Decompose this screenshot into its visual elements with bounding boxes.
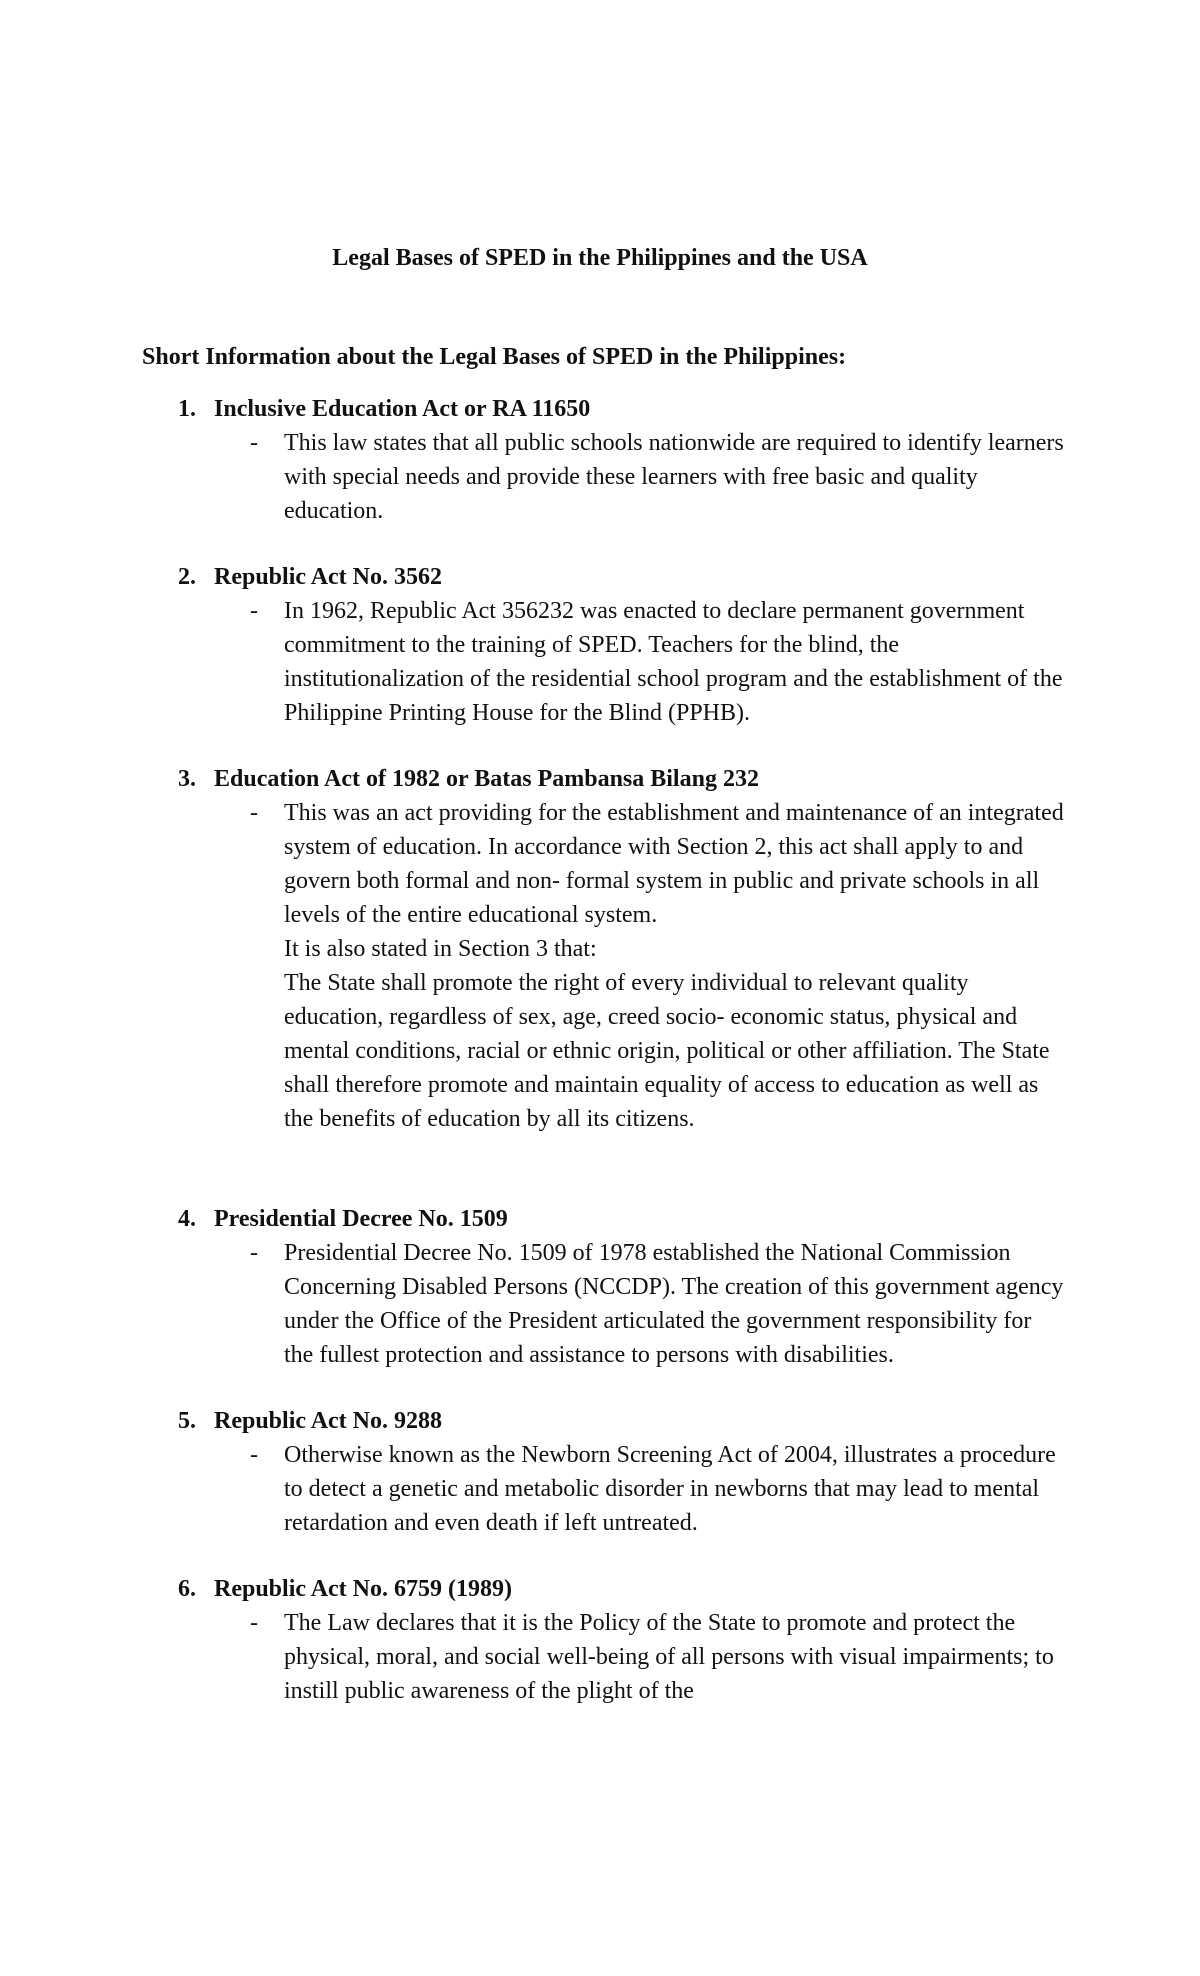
item-number: 1.: [178, 396, 196, 422]
item-heading: [0, 1572, 1200, 1606]
paragraph: The Law declares that it is the Policy of the State to promote and protect the physical, moral, and social well-being of all persons with visual impairments; to instill public awareness of the plight of the: [284, 1610, 1054, 1704]
item-heading: [0, 1404, 1200, 1438]
spacer: [0, 1136, 1200, 1202]
spacer: [0, 1372, 1200, 1404]
item-description: [0, 426, 1066, 528]
item-number: 5.: [178, 1408, 196, 1434]
dash-bullet: -: [250, 1610, 258, 1636]
paragraph: The State shall promote the right of every individual to relevant quality education, regardless of sex, age, creed socio- economic status, physical and mental conditions, racial or ethnic origin, political or other affiliation. The State shall therefore promote and maintain equality of access to education as well as the benefits of education by all its citizens.: [284, 970, 1050, 1132]
item-heading: [0, 392, 1200, 426]
spacer: [0, 1540, 1200, 1572]
dash-bullet: -: [250, 1442, 258, 1468]
paragraph: It is also stated in Section 3 that:: [284, 936, 597, 962]
dash-bullet: -: [250, 598, 258, 624]
item-title: Republic Act No. 9288: [214, 1408, 442, 1434]
item-description: [0, 594, 1066, 730]
paragraph: This was an act providing for the establishment and maintenance of an integrated system of education. In accordance with Section 2, this act shall apply to and govern both formal and non- formal system in public and private schools in all levels of the entire educational system.: [284, 800, 1064, 928]
section-heading: Short Information about the Legal Bases of SPED in the Philippines:: [142, 344, 847, 370]
paragraph: Otherwise known as the Newborn Screening Act of 2004, illustrates a procedure to detect a genetic and metabolic disorder in newborns that may lead to mental retardation and even death if left untreated.: [284, 1442, 1056, 1536]
list-item: [0, 1202, 1200, 1372]
item-number: 6.: [178, 1576, 196, 1602]
item-description: [0, 796, 1066, 1136]
item-title: Inclusive Education Act or RA 11650: [214, 396, 591, 422]
item-heading: [0, 762, 1200, 796]
item-heading: [0, 1202, 1200, 1236]
dash-bullet: -: [250, 430, 258, 456]
spacer: [0, 730, 1200, 762]
item-number: 3.: [178, 766, 196, 792]
item-number: 4.: [178, 1206, 196, 1232]
paragraph: In 1962, Republic Act 356232 was enacted to declare permanent government commitment to the training of SPED. Teachers for the blind, the institutionalization of the residential school program and the establishment of the Philippine Printing House for the Blind (PPHB).: [284, 598, 1063, 726]
dash-bullet: -: [250, 1240, 258, 1266]
list-item: [0, 1572, 1200, 1708]
item-title: Presidential Decree No. 1509: [214, 1206, 508, 1232]
item-description: [0, 1438, 1066, 1540]
legal-bases-list: [0, 392, 1200, 1708]
dash-bullet: -: [250, 800, 258, 826]
item-heading: [0, 560, 1200, 594]
spacer: [0, 528, 1200, 560]
item-title: Republic Act No. 3562: [214, 564, 442, 590]
item-title: Education Act of 1982 or Batas Pambansa Bilang 232: [214, 766, 759, 792]
item-description: [0, 1236, 1066, 1372]
list-item: [0, 560, 1200, 730]
item-description: [0, 1606, 1066, 1708]
paragraph: This law states that all public schools nationwide are required to identify learners with special needs and provide these learners with free basic and quality education.: [284, 430, 1064, 524]
document-title: Legal Bases of SPED in the Philippines and the USA: [332, 245, 868, 271]
list-item: [0, 762, 1200, 1136]
list-item: [0, 1404, 1200, 1540]
list-item: [0, 392, 1200, 528]
item-title: Republic Act No. 6759 (1989): [214, 1576, 512, 1602]
paragraph: Presidential Decree No. 1509 of 1978 established the National Commission Concerning Disabled Persons (NCCDP). The creation of this government agency under the Office of the President articulated the government responsibility for the fullest protection and assistance to persons with disabilities.: [284, 1240, 1064, 1368]
item-number: 2.: [178, 564, 196, 590]
